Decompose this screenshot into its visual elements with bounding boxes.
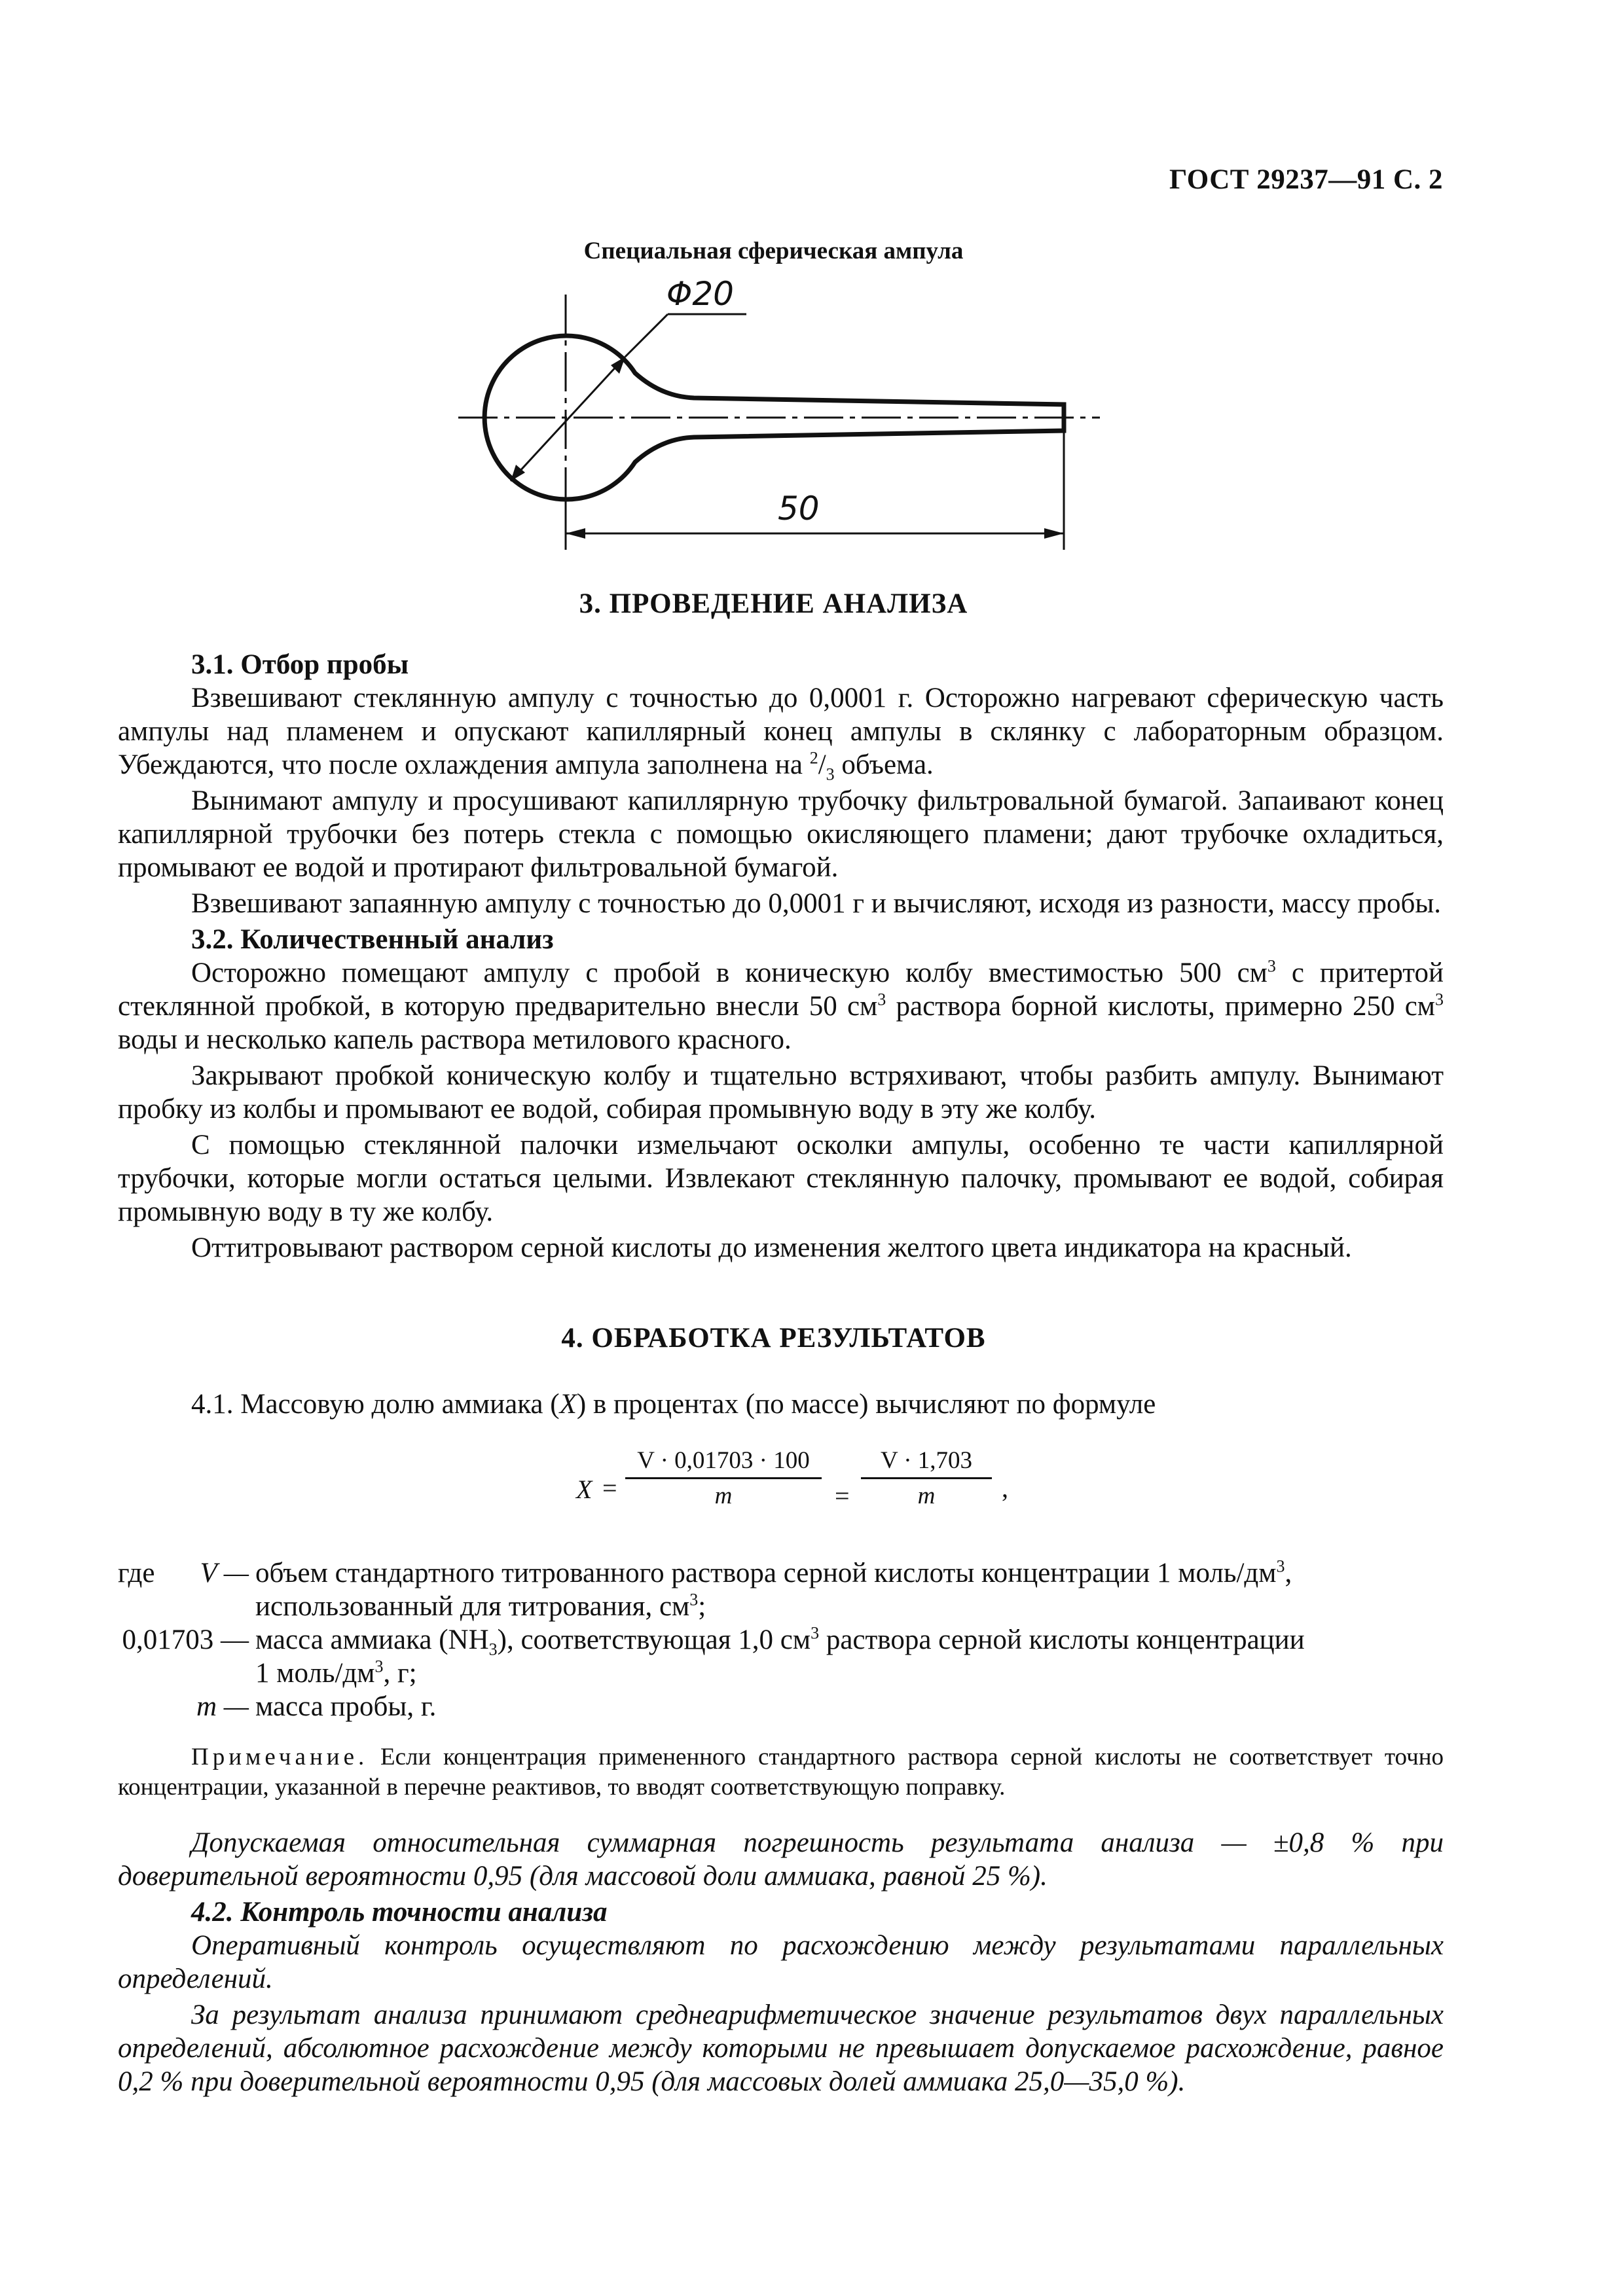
formula-equals: = [602, 1473, 617, 1503]
def-v: объем стандартного титрованного раствора серной кислоты концентрации 1 моль/$дм^3$, [255, 1556, 1292, 1588]
denominator-2: m [917, 1482, 936, 1509]
figure-caption: Специальная сферическая ампула [583, 238, 964, 264]
numerator-1: V · 0,01703 · 100 [637, 1447, 810, 1474]
formula-equals-2: = [835, 1481, 850, 1511]
error-paragraph: Допускаемая относительная суммарная погрешность результата анализа — ±0,8 % при доверительной вероятности 0,95 (для массовой доли аммиака, равной 25 %). [118, 1827, 1444, 1892]
section-3-title: 3. ПРОВЕДЕНИЕ АНАЛИЗА [579, 588, 968, 619]
where-intro: где [118, 1558, 155, 1588]
diameter-line [511, 357, 625, 481]
formula-comma: , [1002, 1473, 1008, 1503]
def-const-cont: 1 моль/$дм^3$, г; [255, 1657, 417, 1689]
key-const: 0,01703 — [122, 1624, 249, 1655]
section-3-body [118, 648, 1444, 1267]
section-4-title: 4. ОБРАБОТКА РЕЗУЛЬТАТОВ [561, 1323, 986, 1354]
def-v-cont: использованный для титрования, $см^3$; [255, 1590, 706, 1622]
subsection-3-1-title: 3.1. Отбор пробы [191, 649, 409, 680]
paragraph: Оперативный контроль осуществляют по расхождению между результатами параллельных определений. [118, 1930, 1444, 1994]
key-v: V — [200, 1558, 249, 1588]
section-4-body [118, 1826, 1444, 2101]
paragraph: Оттитровывают раствором серной кислоты до изменения желтого цвета индикатора на красный. [191, 1232, 1352, 1263]
fraction-2 [861, 1446, 992, 1510]
note: Примечание. Если концентрация примененного стандартного раствора серной кислоты не соответствует точно концентрации, указанной в перечне реактивов, то вводят соответствующую поправку. [118, 1744, 1444, 1801]
fraction-1 [625, 1446, 822, 1510]
paragraph: Взвешивают стеклянную ампулу с точностью до 0,0001 г. Осторожно нагревают сферическую часть ампулы над пламенем и опускают капиллярный конец ампулы в склянку с лабораторным образцом. Убеждаются, что после охлаждения ампула заполнена на $^2/_3$ объема. [118, 683, 1444, 784]
diameter-label: Φ20 [666, 275, 734, 313]
length-label: 50 [778, 490, 820, 528]
formula-lhs: X [576, 1475, 593, 1504]
key-m: m — [196, 1691, 249, 1722]
paragraph: 4.1. Массовую долю аммиака (X) в процентах (по массе) вычисляют по формуле [191, 1389, 1156, 1420]
paragraph: Осторожно помещают ампулу с пробой в коническую колбу вместимостью 500 $см^3$ с притертой стеклянной пробкой, в которую предварительно внесли 50 $см^3$ раствора борной кислоты, примерно 250 $см^3$ воды и несколько капель раствора метилового красного. [118, 956, 1444, 1055]
def-const: масса аммиака $(NH_3)$, соответствующая 1,0 $см^3$ раствора серной кислоты концентрации [255, 1623, 1305, 1659]
subsection-4-2-title: 4.2. Контроль точности анализа [191, 1897, 608, 1928]
def-m: масса пробы, г. [255, 1691, 437, 1722]
paragraph: С помощью стеклянной палочки измельчают осколки ампулы, особенно те части капиллярной трубочки, которые могли остаться целыми. Извлекают стеклянную палочку, промывают ее водой, собирая промывную воду в ту же колбу. [118, 1130, 1444, 1227]
paragraph: Закрывают пробкой коническую колбу и тщательно встряхивают, чтобы разбить ампулу. Вынимают пробку из колбы и промывают ее водой, собирая промывную воду в эту же колбу. [118, 1060, 1444, 1124]
paragraph: Вынимают ампулу и просушивают капиллярную трубочку фильтровальной бумагой. Запаивают конец капиллярной трубочки без потерь стекла с помощью окисляющего пламени; дают трубочке охладиться, промывают ее водой и протирают фильтровальной бумагой. [118, 785, 1444, 883]
variable-definitions [118, 1556, 1444, 1723]
paragraph: За результат анализа принимают среднеарифметическое значение результатов двух параллельных определений, абсолютное расхождение между которыми не превышает допускаемое расхождение, равное 0,2 % при доверительной вероятности 0,95 (для массовых долей аммиака 25,0—35,0 %). [118, 2000, 1444, 2097]
numerator-2: V · 1,703 [880, 1447, 973, 1474]
formula [570, 1446, 1067, 1538]
paragraph: Взвешивают запаянную ампулу с точностью до 0,0001 г и вычисляют, исходя из разности, массу пробы. [191, 888, 1442, 919]
subsection-3-2-title: 3.2. Количественный анализ [191, 924, 554, 955]
denominator-1: m [714, 1482, 733, 1509]
page-header: ГОСТ 29237—91 С. 2 [1169, 164, 1443, 195]
section-4-intro [118, 1388, 1444, 1424]
